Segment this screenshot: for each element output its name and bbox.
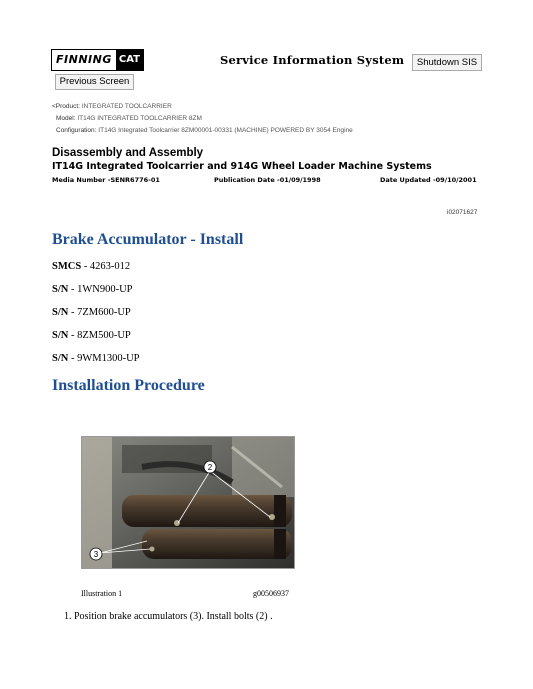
spec-value: - 8ZM500-UP	[68, 330, 131, 341]
illustration-label: Illustration 1	[81, 589, 123, 598]
product-value: INTEGRATED TOOLCARRIER	[81, 103, 172, 110]
illustration-photo	[81, 436, 295, 569]
document-title: IT14G Integrated Toolcarrier and 914G Wheel Loader Machine Systems	[52, 161, 432, 172]
serial-line	[52, 307, 131, 318]
bolt-icon	[150, 547, 155, 552]
serial-line	[52, 353, 140, 364]
brake-accumulator-photo	[82, 437, 294, 568]
sis-title: Service Information System	[220, 53, 405, 67]
product-key: <Product:	[52, 103, 81, 110]
illustration-id: g00506937	[253, 589, 289, 598]
publication-date: Publication Date -01/09/1998	[214, 176, 321, 184]
serial-line	[52, 284, 133, 295]
spec-key: S/N	[52, 330, 69, 341]
date-updated: Date Updated -09/10/2001	[380, 176, 477, 184]
smcs-line	[52, 261, 130, 272]
finning-cat-logo	[51, 49, 144, 71]
serial-line	[52, 330, 131, 341]
model-value: IT14G INTEGRATED TOOLCARRIER 8ZM	[77, 115, 202, 122]
breadcrumb-configuration	[56, 127, 353, 134]
spec-key: SMCS	[52, 261, 82, 272]
section-title: Disassembly and Assembly	[52, 147, 204, 159]
configuration-key: Configuration:	[56, 127, 97, 134]
spec-value: - 9WM1300-UP	[68, 353, 140, 364]
callout-2-label: 2	[207, 463, 213, 472]
model-key: Model:	[56, 115, 76, 122]
spec-value: - 7ZM600-UP	[68, 307, 131, 318]
spec-key: S/N	[52, 353, 69, 364]
configuration-value: IT14G Integrated Toolcarrier 8ZM00001-00331 (MACHINE) POWERED BY 3054 Engine	[98, 127, 353, 134]
spec-key: S/N	[52, 284, 69, 295]
callout-3-label: 3	[93, 550, 99, 559]
document-id: i02071627	[447, 209, 478, 216]
cat-logo-text: CAT	[116, 50, 143, 70]
procedure-heading: Installation Procedure	[52, 377, 205, 394]
finning-logo-text: FINNING	[52, 50, 116, 70]
spec-key: S/N	[52, 307, 69, 318]
previous-screen-button[interactable]: Previous Screen	[55, 74, 134, 90]
shutdown-sis-button[interactable]: Shutdown SIS	[412, 54, 482, 71]
spec-value: - 1WN900-UP	[68, 284, 133, 295]
procedure-step-1: 1. Position brake accumulators (3). Install bolts (2) .	[64, 611, 273, 622]
page-heading: Brake Accumulator - Install	[52, 231, 244, 248]
breadcrumb-product[interactable]	[52, 103, 172, 110]
media-number: Media Number -SENR6776-01	[52, 176, 160, 184]
spec-value: - 4263-012	[81, 261, 131, 272]
breadcrumb-model	[56, 115, 202, 122]
